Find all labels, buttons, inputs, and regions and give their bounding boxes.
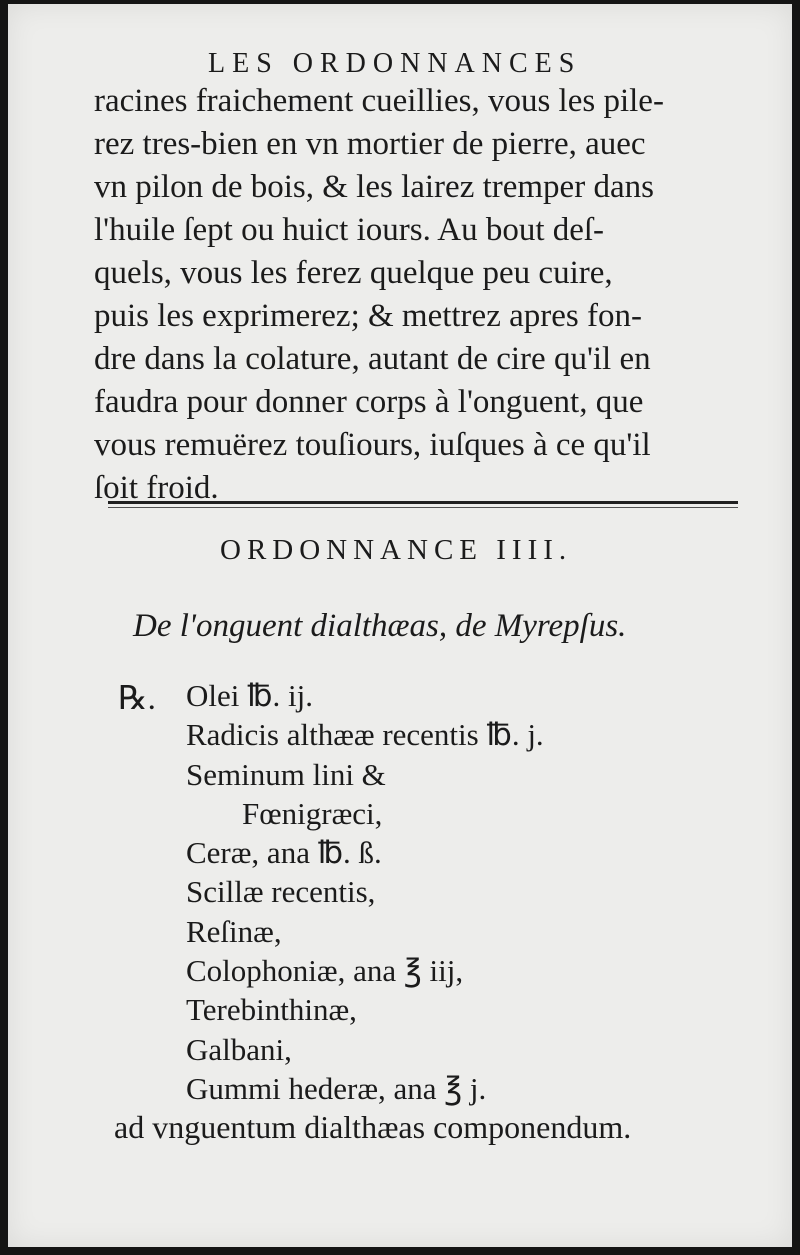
book-page [8,4,792,1247]
section-rule-thin [108,507,738,508]
ordonnance-title: ORDONNANCE IIII. [220,534,573,566]
recipe-symbol: ℞. [118,681,156,717]
body-line: vous remuërez touſiours, iuſques à ce qu'il [94,427,651,463]
running-head: LES ORDONNANCES [208,48,582,79]
ingredient-item: Gummi hederæ, ana ℥ j. [186,1070,487,1106]
body-line: quels, vous les ferez quelque peu cuire, [94,255,613,291]
ingredient-item: Colophoniæ, ana ℥ iij, [186,953,464,989]
body-paragraph [94,80,744,510]
ingredient-item: Ceræ, ana ℔. ß. [186,835,382,871]
body-line: faudra pour donner corps à l'onguent, que [94,384,644,420]
body-line: puis les exprimerez; & mettrez apres fon- [94,298,642,334]
recipe-subtitle: De l'onguent dialthæas, de Myrepſus. [133,608,627,644]
ingredient-item: Galbani, [186,1031,292,1067]
body-line: racines fraichement cueillies, vous les pile- [94,83,664,119]
body-line: ſoit froid. [94,470,219,506]
body-line: vn pilon de bois, & les lairez tremper dans [94,169,654,205]
ingredient-item: Reſinæ, [186,913,282,949]
section-rule [108,501,738,504]
body-line: rez tres-bien en vn mortier de pierre, auec [94,126,646,162]
closing-line: ad vnguentum dialthæas componendum. [114,1109,632,1145]
ingredient-item: Olei ℔. ij. [186,678,313,713]
ingredient-list [186,676,746,1108]
ingredient-item: Radicis althææ recentis ℔. j. [186,717,544,753]
ingredient-item: Fœnigræci, [242,795,383,831]
body-line: dre dans la colature, autant de cire qu'il en [94,341,651,377]
ingredient-item: Terebinthinæ, [186,992,357,1028]
body-line: l'huile ſept ou huict iours. Au bout deſ- [94,212,605,248]
ingredient-item: Scillæ recentis, [186,874,376,910]
ingredient-item: Seminum lini & [186,756,386,792]
